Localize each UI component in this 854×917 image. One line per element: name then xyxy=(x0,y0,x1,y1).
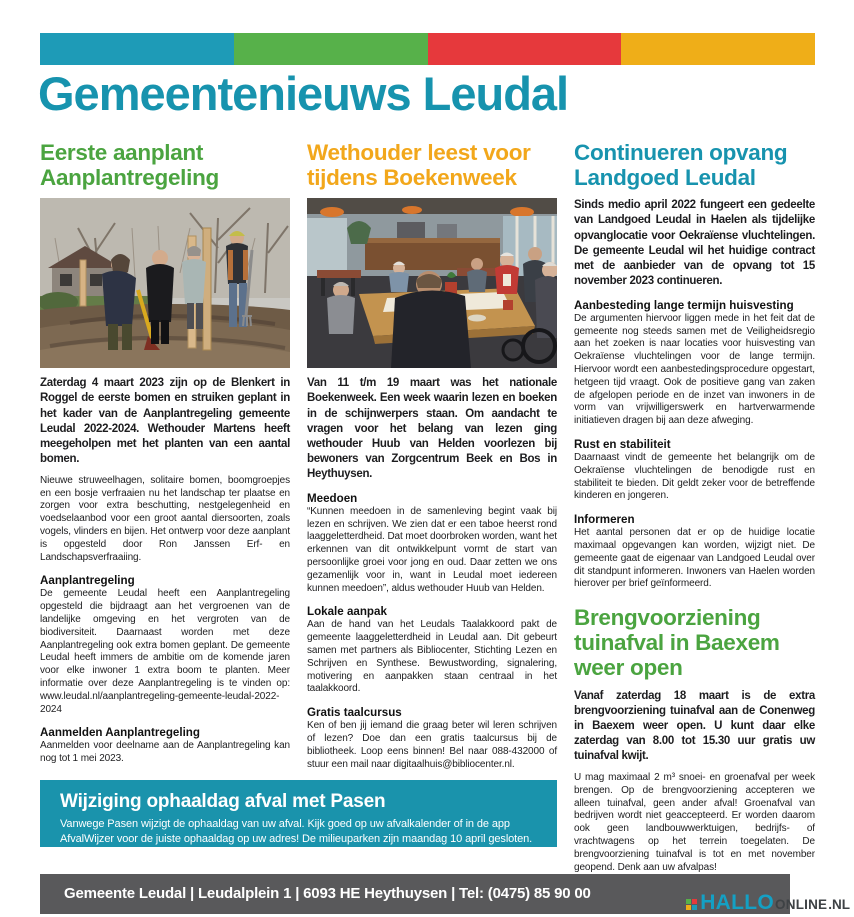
logo-nl-text: .NL xyxy=(828,897,850,912)
article4-intro: Vanaf zaterdag 18 maart is de extra brengvoorziening tuinafval aan de Conenweg in Baexem weer open. U kunt daar elke zaterdag van 8.00 tot 15.30 uur gratis uw tuinafval kwijt. xyxy=(574,689,815,762)
column-3 xyxy=(574,140,815,874)
article2-para3: Ken of ben jij iemand die graag beter wil leren schrijven of lezen? Doe dan een gratis taalcursus bij de bibliotheek. Loop eens binnen! Bel naar 088-432000 of stuur een mail naar digitaalhuis@bibliocenter.nl. xyxy=(307,720,557,770)
article3-para3: Het aantal personen dat er op de huidige locatie maximaal opgevangen kan worden, wijzigt niet. De gemeente gaat de eigenaar van Landgoed Leudal over dit standpunt informeren. Inwoners van Haelen worden hierover per brief geïnformeerd. xyxy=(574,527,815,590)
article2-heading: Wethouder leest voor tijdens Boekenweek xyxy=(307,140,531,191)
column-2 xyxy=(307,140,557,874)
article3-subheading-1: Aanbesteding lange termijn huisvesting xyxy=(574,298,794,312)
article4-heading: Brengvoorziening tuinafval in Baexem weer open xyxy=(574,605,780,681)
easter-waste-banner xyxy=(40,780,557,847)
color-bar-segment-green xyxy=(234,33,428,65)
logo-online-text: ONLINE xyxy=(775,897,828,912)
article3-subheading-2: Rust en stabiliteit xyxy=(574,437,671,451)
article1-intro: Zaterdag 4 maart 2023 zijn op de Blenkert in Roggel de eerste bomen en struiken geplant in het kader van de Aanplantregeling gemeente Leudal 2022-2024. Wethouder Martens heeft meegeholpen met het planten van een aantal bomen. xyxy=(40,377,290,465)
content-columns xyxy=(40,140,815,874)
article1-heading: Eerste aanplant Aanplantregeling xyxy=(40,140,219,191)
footer-bar xyxy=(40,874,790,914)
color-bar-segment-red xyxy=(428,33,622,65)
banner-text: Vanwege Pasen wijzigt de ophaaldag van uw afval. Kijk goed op uw afvalkalender of in de app AfvalWijzer voor de juiste ophaaldag op uw adres! De milieuparken zijn maandag 10 april gesloten. xyxy=(60,818,533,845)
article3-para1: De argumenten hiervoor liggen mede in het feit dat de gemeente nog steeds samen met de Veiligheidsregio aan het zoeken is naar locaties voor huisvesting van Oekraïense vluchtelingen voor de lange termijn. Hiervoor wordt een aanbestedingsprocedure opgestart, hetgeen tijd vraagt. Ook de positieve gang van zaken de afgelopen periode en de inzet van inwoners in de vorm van vrijwilligerswerk en hartverwarmende initiatieven dragen bij aan deze afweging. xyxy=(574,312,815,427)
masthead-color-bar xyxy=(40,33,815,65)
article3-intro: Sinds medio april 2022 fungeert een gedeelte van Landgoed Leudal in Haelen als tijdelijke opvanglocatie voor Oekraïense vluchtelingen. De gemeente Leudal wil het huidige contract met de aanbieder van de opvang tot 15 november 2023 continueren. xyxy=(574,199,815,287)
column-1 xyxy=(40,140,290,874)
article3-subheading-3: Informeren xyxy=(574,513,635,527)
logo-hallo-text: HALLO xyxy=(700,891,775,914)
article2-intro: Van 11 t/m 19 maart was het nationale Boekenweek. Een week waarin lezen en boeken in de schijnwerpers staan. Om aandacht te vragen voor het belang van lezen ging wethouder Huub van Helden voorlezen bij bewoners van Zorgcentrum Beek en Bos in Heythuysen. xyxy=(307,377,557,480)
page-title: Gemeentenieuws Leudal xyxy=(38,67,569,120)
footer-contact-text: Gemeente Leudal | Leudalplein 1 | 6093 HE Heythuysen | Tel: (0475) 85 90 00 xyxy=(64,885,591,902)
article2-para2: Aan de hand van het Leudals Taalakkoord pakt de gemeente laaggeletterdheid in Leudal aan. Dit gebeurt samen met partners als Bibliocenter, Stichting Lezen en Schrijven en Synthese. Bewustwording, signalering, motivering en aanpakken staan centraal in het taalakkoord. xyxy=(307,619,557,695)
halloonline-logo[interactable] xyxy=(686,891,850,915)
article2-subheading-1: Meedoen xyxy=(307,491,358,505)
tree-planting-photo xyxy=(40,198,290,368)
article2-subheading-3: Gratis taalcursus xyxy=(307,706,402,720)
reading-session-photo xyxy=(307,198,557,368)
article4-para1: U mag maximaal 2 m³ snoei- en groenafval per week brengen. Op de brengvoorziening accepteren we alleen tuinafval, geen ander afval! Groenafval van bedrijven wordt niet geaccepteerd. Er worden daarom ook geen landbouwwerktuigen, bedrijfs- of vrachtwagens op het terrein toegelaten. De brengvoorziening tuinafval is tot en met november geopend. Denk aan uw afvalpas! xyxy=(574,771,815,873)
article2-para1: “Kunnen meedoen in de samenleving begint vaak bij lezen en schrijven. We zien dat er een taboe heerst rond laaggeletterdheid. Dat moet doorbroken worden, want het erkennen van dit ontwikkelpunt vormt de start van persoonlijke groei voor jong en oud. Daar zetten we ons gezamenlijk voor in, want in Leudal moet iedereen kunnen meedoen”, aldus wethouder Huub van Helden. xyxy=(307,505,557,594)
article1-para1: Nieuwe struweelhagen, solitaire bomen, boomgroepjes en een bosje verfraaien nu het landschap ter plaatse en zorgen voor extra beschutting, nestgelegenheid en voedselaanbod voor een groot aantal diersoorten, zoals vogels, vlinders en bijen. Het ontwerp voor deze aanplant is opgesteld door Ron Janssen Erf- en Landschapsverfraaiing. xyxy=(40,474,290,563)
banner-title: Wijziging ophaaldag afval met Pasen xyxy=(60,791,386,812)
article3-para2: Daarnaast vindt de gemeente het belangrijk om de Oekraïense vluchtelingen de benodigde rust en stabiliteit te bieden. Dit geldt zeker voor de betreffende kinderen en jongeren. xyxy=(574,451,815,502)
article1-subheading-1: Aanplantregeling xyxy=(40,574,135,588)
article1-subheading-2: Aanmelden Aanplantregeling xyxy=(40,726,200,740)
article1-para3: Aanmelden voor deelname aan de Aanplantregeling kan nog tot 1 mei 2023. xyxy=(40,740,290,765)
color-bar-segment-teal xyxy=(40,33,234,65)
color-bar-segment-yellow xyxy=(621,33,815,65)
article3-heading: Continueren opvang Landgoed Leudal xyxy=(574,140,788,191)
article1-para2: De gemeente Leudal heeft een Aanplantregeling opgesteld die bijdraagt aan het vergroenen van de landelijke omgeving en het vergroten van de biodiversiteit. Daarnaast worden met deze Aanplantregeling ook extra bomen geplant. De gemeente Leudal heeft immers de ambitie om de komende jaren voor elke inwoner 1 extra boom te planten. Meer informatie over deze Aanplantregeling is te vinden op: www.leudal.nl/aanplantregeling-gemeente-leudal-2022-2024 xyxy=(40,588,290,715)
halloonline-grid-icon xyxy=(686,899,697,910)
article2-subheading-2: Lokale aanpak xyxy=(307,605,387,619)
